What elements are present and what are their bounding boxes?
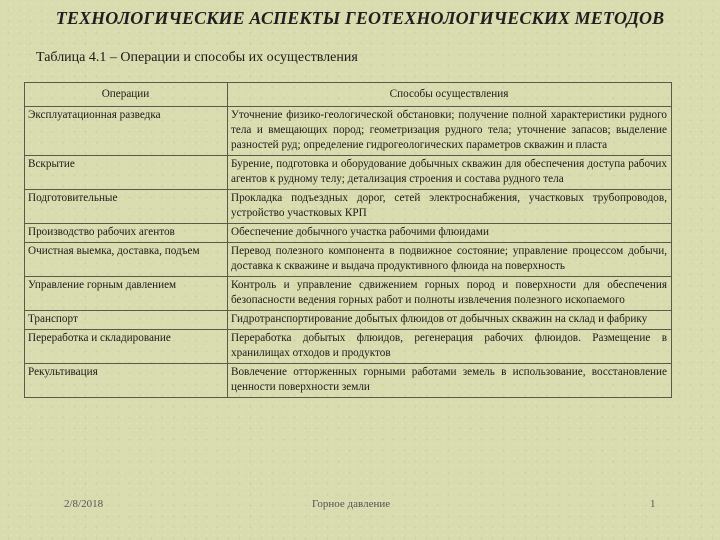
methods-cell: Обеспечение добычного участка рабочими флюидами [228,224,672,243]
methods-cell: Контроль и управление сдвижением горных пород и поверхности для обеспечения безопасности ведения горных работ и полноты извлечения полезного ископаемого [228,277,672,311]
footer-title: Горное давление [312,498,391,510]
table-row [25,277,672,311]
footer-page-number: 1 [650,498,656,510]
methods-cell: Прокладка подъездных дорог, сетей электроснабжения, участковых трубопроводов, устройство участковых КРП [228,190,672,224]
table-row [25,330,672,364]
operation-cell: Вскрытие [25,156,228,190]
methods-cell: Переработка добытых флюидов, регенерация рабочих флюидов. Размещение в хранилищах отходов и продуктов [228,330,672,364]
table-row [25,190,672,224]
operation-cell: Переработка и складирование [25,330,228,364]
methods-cell: Бурение, подготовка и оборудование добычных скважин для обеспечения доступа рабочих агентов к рудному телу; детализация строения и состава рудного тела [228,156,672,190]
methods-cell: Уточнение физико-геологической обстановки; получение полной характеристики рудного тела и вмещающих пород; геометризация рудного тела; уточнение запасов; выделение разностей руд; определение гидрогеологических параметров скважин и пласта [228,107,672,156]
methods-cell: Вовлечение отторженных горными работами земель в использование, восстановление ценности поверхности земли [228,364,672,398]
operation-cell: Управление горным давлением [25,277,228,311]
table-row [25,156,672,190]
operation-cell: Производство рабочих агентов [25,224,228,243]
footer-date: 2/8/2018 [64,498,104,510]
operation-cell: Очистная выемка, доставка, подъем [25,243,228,277]
header-methods: Способы осуществления [228,83,672,107]
table-row [25,107,672,156]
slide-title: ТЕХНОЛОГИЧЕСКИЕ АСПЕКТЫ ГЕОТЕХНОЛОГИЧЕСКИХ МЕТОДОВ [55,8,665,28]
operation-cell: Подготовительные [25,190,228,224]
operation-cell: Транспорт [25,311,228,330]
table-row [25,243,672,277]
table-caption: Таблица 4.1 – Операции и способы их осуществления [36,50,358,65]
methods-cell: Перевод полезного компонента в подвижное состояние; управление процессом добычи, доставка к скважине и выдача продуктивного флюида на поверхность [228,243,672,277]
table-row [25,311,672,330]
operations-table [24,82,672,398]
operation-cell: Эксплуатационная разведка [25,107,228,156]
table-header-row [25,83,672,107]
table-row [25,224,672,243]
header-operations: Операции [25,83,228,107]
table-row [25,364,672,398]
methods-cell: Гидротранспортирование добытых флюидов от добычных скважин на склад и фабрику [228,311,672,330]
operation-cell: Рекультивация [25,364,228,398]
